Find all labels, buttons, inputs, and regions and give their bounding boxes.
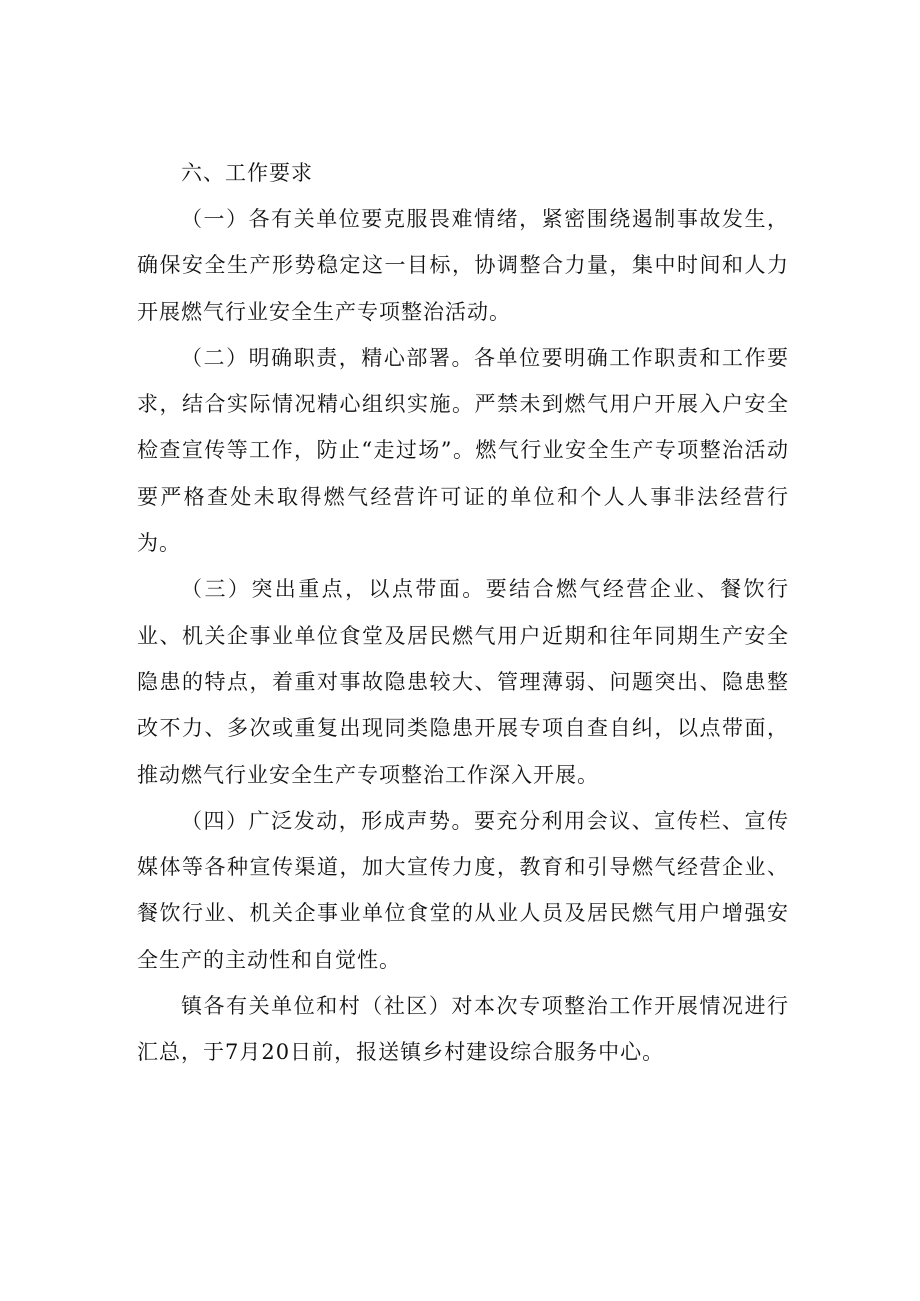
paragraph-2: （二）明确职责，精心部署。各单位要明确工作职责和工作要求，结合实际情况精心组织实施。严禁未到燃气用户开展入户安全检查宣传等工作，防止“走过场”。燃气行业安全生产专项整治活动要严格查处未取得燃气经营许可证的单位和个人人事非法经营行为。	[137, 345, 789, 556]
paragraph-3: （三）突出重点，以点带面。要结合燃气经营企业、餐饮行业、机关企事业单位食堂及居民燃气用户近期和往年同期生产安全隐患的特点，着重对事故隐患较大、管理薄弱、问题突出、隐患整改不力、多次或重复出现同类隐患开展专项自查自纠，以点带面，推动燃气行业安全生产专项整治工作深入开展。	[137, 577, 789, 787]
paragraph-1: （一）各有关单位要克服畏难情绪，紧密围绕遏制事故发生，确保安全生产形势稳定这一目标，协调整合力量，集中时间和人力开展燃气行业安全生产专项整治活动。	[137, 207, 789, 324]
paragraph-5: 镇各有关单位和村（社区）对本次专项整治工作开展情况进行汇总，于7月20日前，报送镇乡村建设综合服务中心。	[137, 994, 789, 1065]
section-heading: 六、工作要求	[181, 161, 313, 185]
paragraph-4: （四）广泛发动，形成声势。要充分利用会议、宣传栏、宣传媒体等各种宣传渠道，加大宣传力度，教育和引导燃气经营企业、餐饮行业、机关企事业单位食堂的从业人员及居民燃气用户增强安全生产的主动性和自觉性。	[137, 808, 789, 972]
document-body	[137, 150, 789, 1076]
